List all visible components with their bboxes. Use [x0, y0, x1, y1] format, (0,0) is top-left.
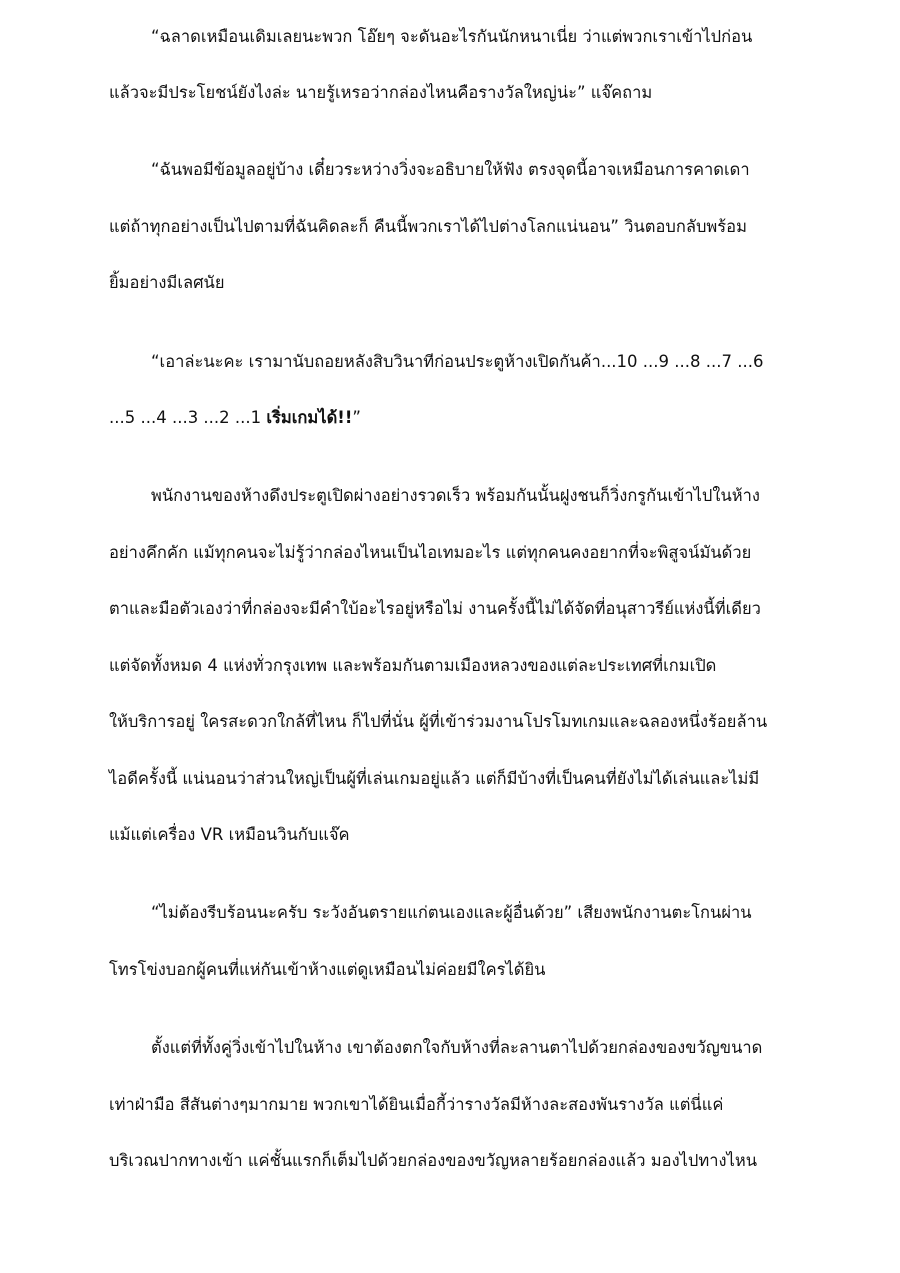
paragraph-4-line-4: แต่จัดทั้งหมด 4 แห่งทั่วกรุงเทพ และพร้อมกันตามเมืองหลวงของแต่ละประเทศที่เกมเปิด — [109, 656, 717, 675]
start-game-emphasis: เริ่มเกมได้!! — [266, 408, 353, 427]
paragraph-3-line-2 — [0, 403, 900, 433]
paragraph-1-line-1: “ฉลาดเหมือนเดิมเลยนะพวก โอ๊ยๆ จะดันอะไรกันนักหนาเนี่ย ว่าแต่พวกเราเข้าไปก่อน — [151, 27, 753, 46]
paragraph-4-line-7: แม้แต่เครื่อง VR เหมือนวินกับแจ๊ค — [109, 825, 350, 844]
paragraph-5-line-1: “ไม่ต้องรีบร้อนนะครับ ระวังอันตรายแก่ตนเองและผู้อื่นด้วย” เสียงพนักงานตะโกนผ่าน — [151, 903, 752, 922]
paragraph-3-line-1: “เอาล่ะนะคะ เรามานับถอยหลังสิบวินาทีก่อนประตูห้างเปิดกันค้า...10 ...9 ...8 ...7 ...6 — [151, 352, 764, 371]
paragraph-2-line-1: “ฉันพอมีข้อมูลอยู่บ้าง เดี๋ยวระหว่างวิ่งจะอธิบายให้ฟัง ตรงจุดนี้อาจเหมือนการคาดเดา — [151, 160, 750, 179]
paragraph-1-line-2: แล้วจะมีประโยชน์ยังไงล่ะ นายรู้เหรอว่ากล่องไหนคือรางวัลใหญ่น่ะ” แจ๊คถาม — [109, 83, 653, 102]
paragraph-6-line-3: บริเวณปากทางเข้า แค่ชั้นแรกก็เต็มไปด้วยกล่องของขวัญหลายร้อยกล่องแล้ว มองไปทางไหน — [109, 1151, 758, 1170]
paragraph-4-line-3: ตาและมือตัวเองว่าที่กล่องจะมีคำใบ้อะไรอยู่หรือไม่ งานครั้งนี้ไม่ได้จัดที่อนุสาวรีย์แห่งนี้ที่เดียว — [109, 599, 761, 618]
paragraph-2-line-2: แต่ถ้าทุกอย่างเป็นไปตามที่ฉันคิดละก็ คืนนี้พวกเราได้ไปต่างโลกแน่นอน” วินตอบกลับพร้อม — [109, 217, 747, 236]
paragraph-5-line-2: โทรโข่งบอกผู้คนที่แห่กันเข้าห้างแต่ดูเหมือนไม่ค่อยมีใครได้ยิน — [109, 960, 546, 979]
paragraph-4-line-1: พนักงานของห้างดึงประตูเปิดผ่างอย่างรวดเร็ว พร้อมกันนั้นฝูงชนก็วิ่งกรูกันเข้าไปในห้าง — [151, 486, 760, 505]
paragraph-2-line-3: ยิ้มอย่างมีเลศนัย — [109, 273, 225, 292]
paragraph-4-line-2: อย่างคึกคัก แม้ทุกคนจะไม่รู้ว่ากล่องไหนเป็นไอเทมอะไร แต่ทุกคนคงอยากที่จะพิสูจน์มันด้วย — [109, 543, 752, 562]
paragraph-4-line-5: ให้บริการอยู่ ใครสะดวกใกล้ที่ไหน ก็ไปที่นั่น ผู้ที่เข้าร่วมงานโปรโมทเกมและฉลองหนึ่งร้อยล้าน — [109, 712, 768, 731]
paragraph-6-line-1: ตั้งแต่ที่ทั้งคู่วิ่งเข้าไปในห้าง เขาต้องตกใจกับห้างที่ละลานตาไปด้วยกล่องของขวัญขนาด — [151, 1038, 763, 1057]
countdown-text: ...5 ...4 ...3 ...2 ...1 — [109, 408, 267, 427]
paragraph-6-line-2: เท่าฝ่ามือ สีสันต่างๆมากมาย พวกเขาได้ยินเมื่อกี้ว่ารางวัลมีห้างละสองพันรางวัล แต่นี่แค่ — [109, 1095, 724, 1114]
paragraph-4-line-6: ไอดีครั้งนี้ แน่นอนว่าส่วนใหญ่เป็นผู้ที่เล่นเกมอยู่แล้ว แต่ก็มีบ้างที่เป็นคนที่ยังไม่ได้เล่นและไม่มี — [109, 769, 760, 788]
closing-quote: ” — [352, 408, 361, 427]
